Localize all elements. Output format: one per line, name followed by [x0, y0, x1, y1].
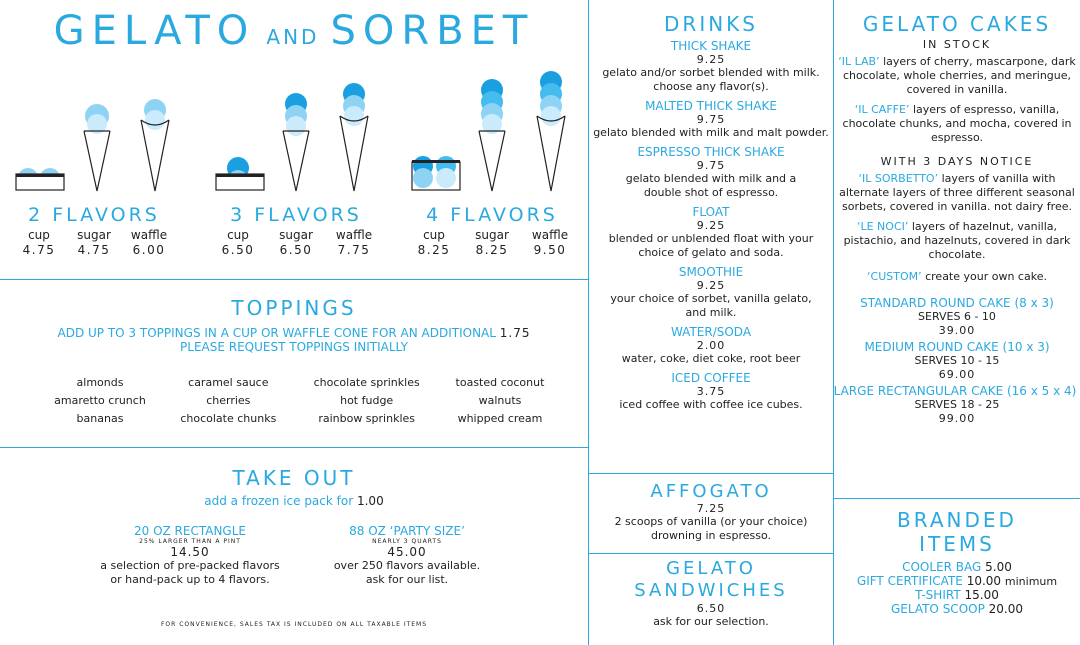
cake-size-name: MEDIUM ROUND CAKE (10 x 3) [864, 340, 1050, 354]
topping-item: caramel sauce [188, 376, 269, 389]
drinks-section [589, 12, 833, 412]
price-cup: 6.50 [221, 243, 255, 257]
cup-2-icon [16, 168, 64, 190]
divider-branded-top [833, 498, 1080, 499]
title-gelato: GELATO [53, 8, 256, 54]
drink-desc: iced coffee with coffee ice cubes. [619, 398, 803, 411]
cake-desc: layers of hazelnut, vanilla, pistachio, and hazelnuts, covered in dark chocolate. [843, 220, 1071, 261]
branded-item-name: GELATO SCOOP [890, 602, 985, 616]
takeout-item-note: 25% LARGER THAN A PINT [139, 538, 241, 545]
cake-size-price: 99.00 [938, 412, 976, 425]
branded-item [836, 560, 1078, 574]
branded-item-price: 10.00 [966, 574, 1002, 588]
cake-desc: layers of vanilla with alternate layers of three different seasonal sorbets, covered in vanilla. not dairy free. [839, 172, 1075, 213]
toppings-instructions: ADD UP TO 3 TOPPINGS IN A CUP OR WAFFLE CONE FOR AN ADDITIONAL [57, 326, 496, 340]
cake-item [836, 55, 1078, 97]
cake-desc: layers of cherry, mascarpone, dark chocolate, whole cherries, and meringue, covered in vanilla. [842, 55, 1076, 96]
drink-price: 9.25 [696, 53, 726, 66]
toppings-column [440, 374, 560, 428]
waffle-cone-2-icon [141, 99, 169, 191]
takeout-item-desc: or hand-pack up to 4 flavors. [110, 573, 270, 586]
drink-desc: gelato blended with milk and malt powder. [593, 126, 829, 139]
drink-item [589, 371, 833, 412]
cake-size-serves: SERVES 6 - 10 [918, 310, 996, 323]
price-waffle: 9.50 [533, 243, 567, 257]
affogato-desc: drowning in espresso. [650, 529, 772, 542]
topping-item: whipped cream [457, 412, 543, 425]
cake-size-serves: SERVES 10 - 15 [914, 354, 1000, 367]
cake-name: ‘IL LAB’ [838, 55, 880, 68]
cake-size-name: STANDARD ROUND CAKE (8 x 3) [860, 296, 1054, 310]
cakes-section [833, 12, 1078, 425]
topping-item: hot fudge [340, 394, 394, 407]
toppings-column [163, 374, 293, 428]
cake-item [836, 172, 1078, 214]
topping-item: chocolate chunks [180, 412, 277, 425]
toppings-list [40, 374, 560, 428]
drink-desc: double shot of espresso. [643, 186, 779, 199]
sandwiches-title-2: SANDWICHES [634, 580, 788, 601]
sandwiches-section [589, 558, 833, 629]
topping-item: chocolate sprinkles [313, 376, 420, 389]
takeout-item [300, 524, 514, 587]
topping-item: walnuts [478, 394, 522, 407]
branded-section [836, 508, 1078, 616]
affogato-title: AFFOGATO [650, 481, 772, 502]
cake-size-name: LARGE RECTANGULAR CAKE (16 x 5 x 4) [833, 384, 1077, 398]
price-cup: 4.75 [22, 243, 56, 257]
cake-size [836, 296, 1078, 337]
drink-price: 3.75 [696, 385, 726, 398]
divider-mid-col [833, 0, 834, 645]
size-sugar: sugar [279, 228, 313, 242]
flavor-group-3 [212, 204, 380, 257]
branded-item-price: 20.00 [988, 602, 1024, 616]
drink-item [589, 205, 833, 260]
cup-3-icon [216, 157, 264, 190]
topping-item: toasted coconut [455, 376, 545, 389]
size-cup: cup [423, 228, 445, 242]
cakes-in-stock-label: IN STOCK [922, 38, 992, 51]
drink-item [589, 99, 833, 140]
waffle-cone-4-icon [537, 71, 565, 191]
divider-affogato-top [588, 473, 833, 474]
takeout-title: TAKE OUT [232, 466, 356, 490]
size-waffle: waffle [335, 228, 373, 242]
flavor-group-label: 4 FLAVORS [426, 204, 558, 226]
flavor-group-2 [14, 204, 174, 257]
price-sugar: 4.75 [77, 243, 111, 257]
cake-name: ‘LE NOCI’ [856, 220, 909, 233]
drink-desc: gelato blended with milk and a [625, 172, 797, 185]
price-cup: 8.25 [417, 243, 451, 257]
takeout-item-price: 45.00 [387, 545, 427, 559]
topping-item: cherries [206, 394, 251, 407]
flavor-group-4 [408, 204, 576, 257]
cake-size [833, 384, 1078, 425]
cakes-title: GELATO CAKES [862, 12, 1052, 36]
branded-item [836, 588, 1078, 602]
takeout-item-price: 14.50 [170, 545, 210, 559]
cake-name: ‘IL CAFFE’ [854, 103, 910, 116]
drink-desc: and milk. [685, 306, 737, 319]
cakes-notice-label: WITH 3 DAYS NOTICE [880, 155, 1034, 168]
branded-item-name: COOLER BAG [902, 560, 982, 574]
affogato-price: 7.25 [696, 502, 726, 515]
divider-takeout-top [0, 447, 588, 448]
takeout-item-desc: a selection of pre-packed flavors [100, 559, 280, 572]
drink-price: 9.75 [696, 159, 726, 172]
drink-name: WATER/SODA [670, 325, 752, 339]
topping-item: bananas [76, 412, 124, 425]
toppings-section [0, 296, 588, 354]
drink-name: FLOAT [692, 205, 730, 219]
drink-name: ICED COFFEE [671, 371, 751, 385]
topping-item: amaretto crunch [54, 394, 146, 407]
drink-desc: water, coke, diet coke, root beer [621, 352, 801, 365]
page-title [0, 8, 588, 54]
size-sugar: sugar [475, 228, 509, 242]
title-sorbet: SORBET [330, 8, 535, 54]
cake-item [836, 220, 1078, 262]
takeout-item-desc: over 250 flavors available. [333, 559, 481, 572]
waffle-cone-3-icon [340, 83, 368, 191]
price-waffle: 7.75 [337, 243, 371, 257]
takeout-section [0, 466, 588, 508]
size-cup: cup [28, 228, 50, 242]
branded-title-1: BRANDED [897, 508, 1017, 532]
branded-item-name: GIFT CERTIFICATE [856, 574, 963, 588]
price-sugar: 8.25 [475, 243, 509, 257]
toppings-column [40, 374, 160, 428]
sandwiches-price: 6.50 [696, 602, 726, 615]
takeout-item [80, 524, 300, 587]
takeout-subtitle-price: 1.00 [356, 494, 384, 508]
drink-item [589, 265, 833, 320]
divider-toppings-top [0, 279, 588, 280]
toppings-price: 1.75 [499, 326, 531, 340]
flavor-group-label: 3 FLAVORS [230, 204, 362, 226]
gelato-illustrations [0, 64, 588, 198]
drink-name: THICK SHAKE [670, 39, 752, 53]
size-waffle: waffle [130, 228, 168, 242]
drink-item [589, 39, 833, 94]
toppings-title: TOPPINGS [231, 296, 357, 320]
drink-price: 9.75 [696, 113, 726, 126]
drink-item [589, 145, 833, 200]
sandwiches-desc: ask for our selection. [653, 615, 769, 628]
sandwiches-title-1: GELATO [666, 558, 756, 579]
branded-item-price: 15.00 [964, 588, 999, 602]
sugar-cone-3-icon [283, 93, 309, 191]
cake-item [836, 270, 1078, 284]
branded-item [836, 574, 1078, 588]
sugar-cone-4-icon [479, 79, 505, 191]
cup-4-icon [412, 156, 460, 190]
takeout-subtitle: add a frozen ice pack for [204, 494, 354, 508]
branded-item [836, 602, 1078, 616]
size-cup: cup [227, 228, 249, 242]
takeout-item-name: 20 OZ RECTANGLE [133, 524, 246, 538]
title-and: AND [266, 25, 320, 49]
cake-desc: layers of espresso, vanilla, chocolate chunks, and mocha, covered in espresso. [842, 103, 1072, 144]
cake-size-price: 39.00 [938, 324, 976, 337]
size-waffle: waffle [531, 228, 569, 242]
drink-price: 2.00 [696, 339, 726, 352]
cake-name: ‘CUSTOM’ [867, 270, 922, 283]
branded-item-extra: minimum [1004, 575, 1058, 588]
affogato-section [589, 481, 833, 543]
branded-item-name: T-SHIRT [915, 588, 961, 602]
branded-title-2: ITEMS [919, 532, 995, 556]
toppings-request-note: PLEASE REQUEST TOPPINGS INITIALLY [180, 340, 408, 354]
price-sugar: 6.50 [279, 243, 313, 257]
topping-item: rainbow sprinkles [318, 412, 415, 425]
price-waffle: 6.00 [132, 243, 166, 257]
cake-size-price: 69.00 [938, 368, 976, 381]
drink-price: 9.25 [696, 279, 726, 292]
drinks-title: DRINKS [664, 12, 758, 36]
cake-size-serves: SERVES 18 - 25 [914, 398, 1000, 411]
drink-item [589, 325, 833, 366]
cake-desc: create your own cake. [925, 270, 1047, 283]
drink-price: 9.25 [696, 219, 726, 232]
drink-desc: choice of gelato and soda. [638, 246, 784, 259]
takeout-item-note: NEARLY 3 QUARTS [372, 538, 442, 545]
topping-item: almonds [76, 376, 124, 389]
drink-desc: your choice of sorbet, vanilla gelato, [610, 292, 812, 305]
size-sugar: sugar [77, 228, 111, 242]
drink-name: SMOOTHIE [678, 265, 744, 279]
flavor-group-label: 2 FLAVORS [28, 204, 160, 226]
sugar-cone-2-icon [84, 104, 110, 191]
tax-footer: FOR CONVENIENCE, SALES TAX IS INCLUDED ON ALL TAXABLE ITEMS [160, 621, 428, 628]
cake-name: ‘IL SORBETTO’ [858, 172, 939, 185]
toppings-column [297, 374, 437, 428]
drink-desc: choose any flavor(s). [653, 80, 769, 93]
cake-size [836, 340, 1078, 381]
drink-desc: blended or unblended float with your [608, 232, 814, 245]
drink-desc: gelato and/or sorbet blended with milk. [602, 66, 820, 79]
divider-sandwich-top [588, 553, 833, 554]
branded-item-price: 5.00 [985, 560, 1012, 574]
affogato-desc: 2 scoops of vanilla (or your choice) [614, 515, 808, 528]
takeout-item-name: 88 OZ ‘PARTY SIZE’ [349, 524, 465, 538]
drink-name: ESPRESSO THICK SHAKE [637, 145, 785, 159]
takeout-item-desc: ask for our list. [365, 573, 449, 586]
drink-name: MALTED THICK SHAKE [645, 99, 777, 113]
cake-item [836, 103, 1078, 145]
